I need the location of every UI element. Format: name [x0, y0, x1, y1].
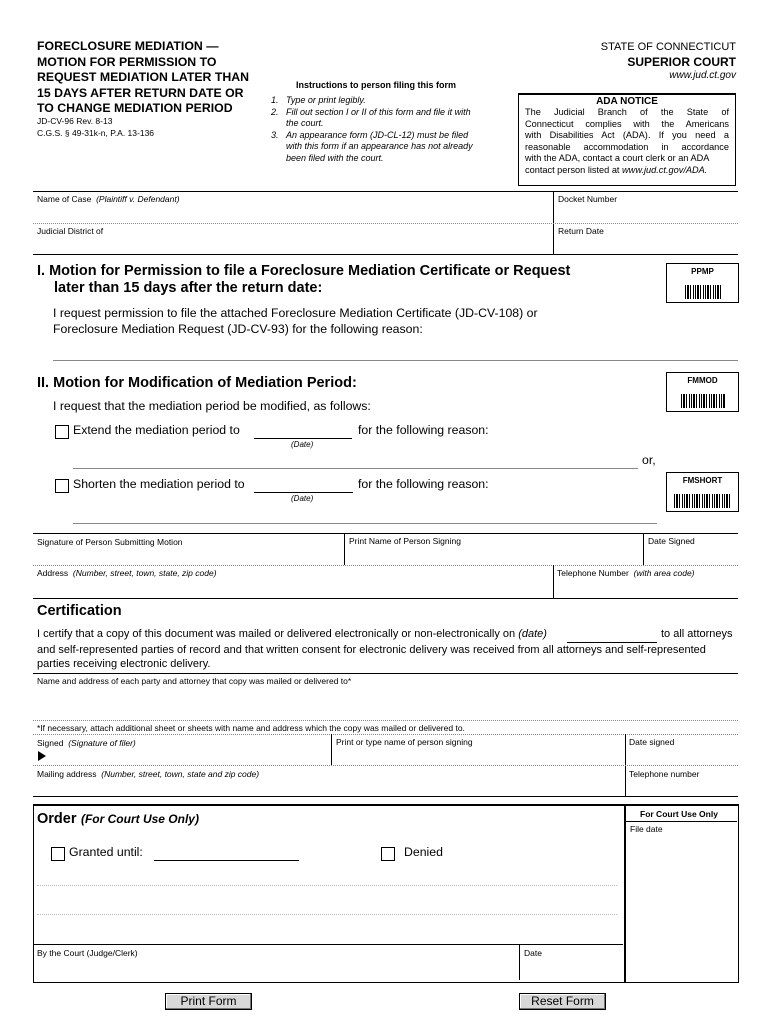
instruction-item: 2. Fill out section I or II of this form and file it with the court. — [271, 106, 471, 128]
reset-form-button[interactable]: Reset Form — [519, 993, 606, 1010]
certification-line1: I certify that a copy of this document was mailed or delivered electronically or non-electronically on (date) — [37, 628, 547, 640]
fmmod-code-box — [666, 372, 739, 412]
cert-print-name-field[interactable] — [333, 749, 623, 764]
denied-label: Denied — [404, 845, 443, 859]
signature-arrow-icon — [38, 751, 46, 761]
name-of-case-field[interactable] — [33, 206, 551, 222]
docket-number-field[interactable] — [556, 206, 736, 222]
file-date-label: File date — [630, 824, 663, 834]
ppmp-code: PPMP — [691, 267, 714, 276]
shorten-reason-label: for the following reason: — [358, 477, 489, 491]
mailing-address-field[interactable] — [33, 780, 623, 795]
extend-label: Extend the mediation period to — [73, 423, 240, 437]
granted-checkbox[interactable] — [51, 847, 65, 861]
shorten-label: Shorten the mediation period to — [73, 477, 245, 491]
court-name: SUPERIOR COURT — [627, 55, 736, 69]
certification-heading: Certification — [37, 603, 122, 619]
ppmp-code-box — [666, 263, 739, 303]
address-label: Address (Number, street, town, state, zip code) — [37, 568, 217, 578]
cert-print-name-label: Print or type name of person signing — [336, 737, 473, 747]
denied-checkbox[interactable] — [381, 847, 395, 861]
docket-number-label: Docket Number — [558, 194, 618, 204]
return-date-label: Return Date — [558, 226, 604, 236]
or-label: or, — [642, 453, 656, 467]
shorten-date-hint: (Date) — [291, 494, 314, 503]
return-date-field[interactable] — [556, 238, 736, 253]
instruction-item: 3. An appearance form (JD-CL-12) must be filed with this form if an appearance has not already been filed with the court. — [271, 129, 473, 163]
extend-checkbox[interactable] — [55, 425, 69, 439]
fmshort-code-box — [666, 472, 739, 512]
statute-ref: C.G.S. § 49-31k-n, P.A. 13-136 — [37, 128, 155, 138]
form-id: JD-CV-96 Rev. 8-13 — [37, 116, 113, 126]
website: www.jud.ct.gov — [669, 70, 736, 81]
section1-reason-field[interactable] — [53, 343, 738, 359]
section2-heading: II. Motion for Modification of Mediation Period: — [37, 375, 357, 391]
ppmp-barcode — [685, 285, 722, 299]
ada-title: ADA NOTICE — [596, 96, 658, 107]
order-date-label: Date — [524, 948, 542, 958]
shorten-reason-field[interactable] — [73, 507, 657, 522]
telephone-label: Telephone Number (with area code) — [557, 568, 695, 578]
granted-label: Granted until: — [69, 845, 143, 859]
signed-label: Signed (Signature of filer) — [37, 738, 136, 748]
instruction-item: 1. Type or print legibly. — [271, 95, 366, 105]
print-name-label: Print Name of Person Signing — [349, 536, 461, 546]
section1-body: I request permission to file the attached Foreclosure Mediation Certificate (JD-CV-108) or Foreclosure Mediation Request (JD-CV-93) for the following reason: — [53, 306, 538, 336]
granted-until-field[interactable] — [154, 846, 299, 859]
parties-field[interactable] — [33, 688, 738, 719]
section2-intro: I request that the mediation period be modified, as follows: — [53, 399, 371, 413]
form-title: FORECLOSURE MEDIATION — MOTION FOR PERMISSION TO REQUEST MEDIATION LATER THAN 15 DAYS AFTER RETURN DATE OR TO CHANGE MEDIATION PERIOD — [37, 39, 250, 115]
signature-field[interactable] — [33, 548, 342, 564]
cert-date-signed-label: Date signed — [629, 737, 675, 747]
fmshort-code: FMSHORT — [682, 476, 723, 485]
ada-link[interactable]: www.jud.ct.gov/ADA. — [622, 164, 708, 175]
cert-telephone-label: Telephone number — [629, 769, 700, 779]
signature-label: Signature of Person Submitting Motion — [37, 537, 183, 547]
fmshort-barcode — [674, 494, 731, 508]
parties-label: Name and address of each party and attorney that copy was mailed or delivered to* — [37, 676, 352, 686]
certification-footnote: *If necessary, attach additional sheet or sheets with name and address which the copy was mailed or delivered to. — [37, 723, 465, 733]
address-field[interactable] — [33, 580, 551, 596]
extend-date-field[interactable] — [254, 423, 352, 437]
fmmod-barcode — [681, 394, 726, 408]
date-signed-label: Date Signed — [648, 536, 695, 546]
by-court-label: By the Court (Judge/Clerk) — [37, 948, 138, 958]
section1-heading: I. Motion for Permission to file a Foreclosure Mediation Certificate or Request later than 15 days after the return date: — [37, 263, 571, 296]
ada-notice — [518, 93, 736, 186]
telephone-field[interactable] — [556, 580, 736, 596]
extend-reason-label: for the following reason: — [358, 423, 489, 437]
date-signed-field[interactable] — [645, 548, 737, 564]
certification-line2: and self-represented parties of record and that written consent for electronic delivery was received from all attorneys and self-represented — [37, 644, 706, 656]
instructions-list — [271, 95, 506, 164]
order-heading: Order (For Court Use Only) — [37, 811, 199, 827]
print-form-button[interactable]: Print Form — [165, 993, 252, 1010]
filer-signature-field[interactable] — [50, 749, 329, 764]
fmmod-code: FMMOD — [687, 376, 718, 385]
extend-reason-field[interactable] — [73, 452, 638, 467]
court-use-label: For Court Use Only — [640, 809, 718, 819]
extend-date-hint: (Date) — [291, 440, 314, 449]
certification-line1-end: to all attorneys — [661, 628, 733, 640]
mailing-address-label: Mailing address (Number, street, town, state and zip code) — [37, 769, 260, 779]
shorten-date-field[interactable] — [254, 477, 353, 491]
judicial-district-field[interactable] — [33, 238, 551, 253]
ada-text: The Judicial Branch of the State of Connecticut complies with the Americans with Disabilities Act (ADA). If you need a reasonable accommodation in accordance with the ADA, contact a court clerk or an ADA contact person listed at www.jud.ct.gov/ADA. — [525, 107, 729, 175]
state-name: STATE OF CONNECTICUT — [600, 41, 736, 53]
shorten-checkbox[interactable] — [55, 479, 69, 493]
name-of-case-label: Name of Case (Plaintiff v. Defendant) — [37, 194, 180, 204]
judicial-district-label: Judicial District of — [37, 226, 104, 236]
instructions-heading: Instructions to person filing this form — [296, 80, 457, 90]
certification-line3: parties receiving electronic delivery. — [37, 658, 211, 670]
certification-date-field[interactable] — [567, 628, 657, 641]
order-notes-field[interactable] — [37, 870, 617, 914]
print-name-field[interactable] — [346, 548, 641, 564]
cert-telephone-field[interactable] — [627, 780, 737, 795]
cert-date-signed-field[interactable] — [627, 749, 737, 764]
